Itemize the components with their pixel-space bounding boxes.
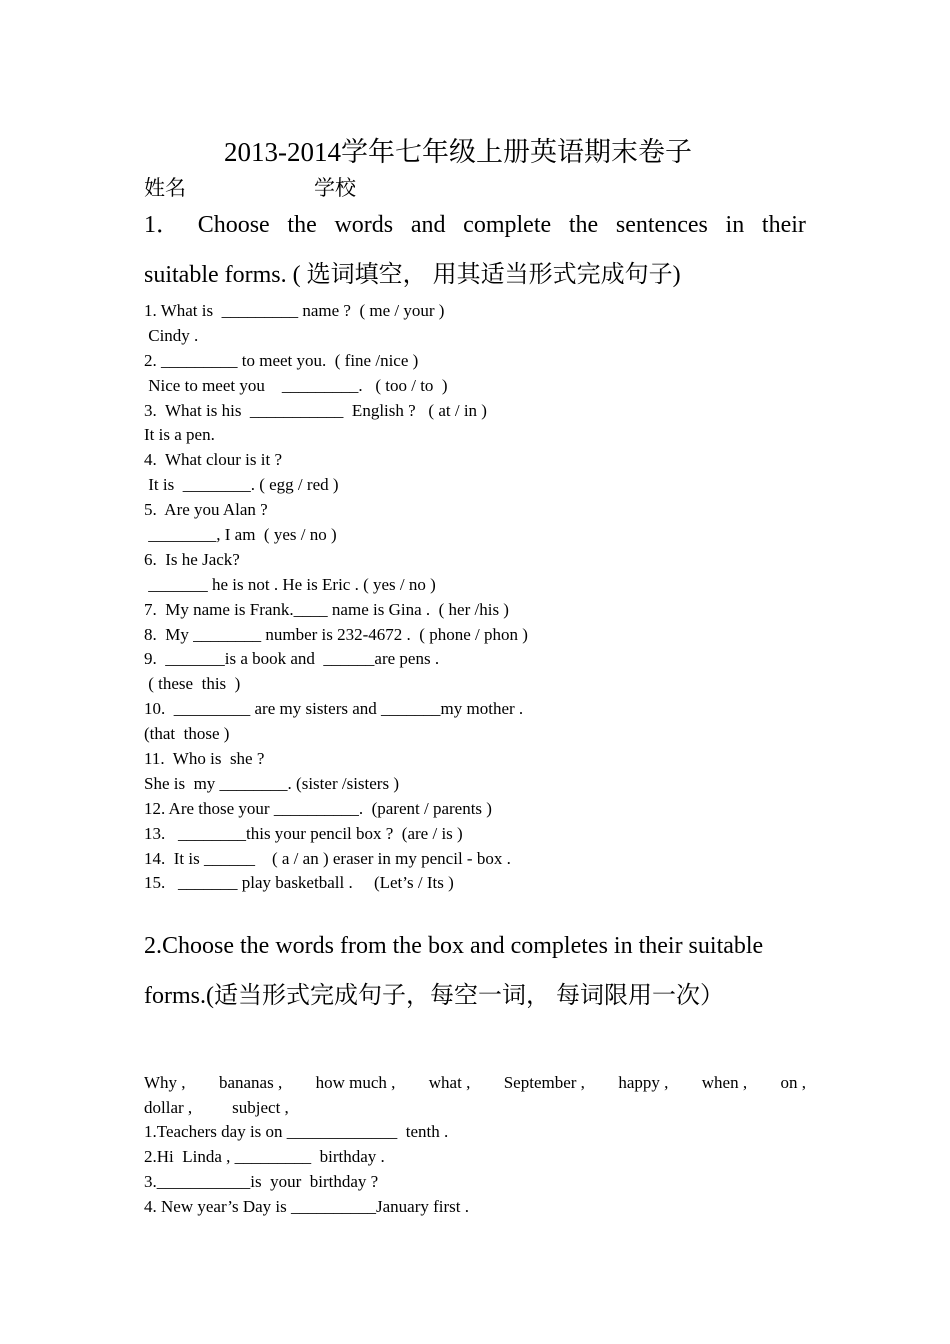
word-box-word: when , [701,1073,748,1092]
question-line: Nice to meet you _________. ( too / to ) [144,375,448,395]
word-box [144,1070,806,1120]
heading-word: words [334,212,394,238]
section1-heading-line2: suitable forms. ( 选词填空， 用其适当形式完成句子) [144,262,681,288]
school-label: 学校 [314,176,356,200]
question-line: It is ________. ( egg / red ) [144,475,339,495]
section1-heading [144,200,806,300]
question-line: 6. Is he Jack? [144,549,240,569]
heading-word: their [761,212,806,238]
section1-heading-line1 [144,200,806,250]
word-box-word: on , [780,1073,806,1092]
word-box-row2 [144,1095,806,1120]
section2-questions [144,1120,806,1220]
word-box-word: how much , [315,1073,396,1092]
question-line: 14. It is ______ ( a / an ) eraser in my pencil - box . [144,848,511,868]
question-line: 9. _______is a book and ______are pens . [144,649,440,669]
question-line: 5. Are you Alan ? [144,500,268,520]
student-info-row [144,172,356,202]
heading-word: in [725,212,745,238]
question-line: 4. What clour is it ? [144,450,283,470]
question-line: 8. My ________ number is 232-4672 . ( phone / phon ) [144,624,528,644]
heading-word: and [410,212,446,238]
question-line: 13. ________this your pencil box ? (are / is ) [144,823,463,843]
question-line: 7. My name is Frank.____ name is Gina . ( her /his ) [144,599,509,619]
heading-word: the [568,212,599,238]
question-line: It is a pen. [144,425,215,445]
question-line: ________, I am ( yes / no ) [144,525,337,545]
question-line: 2. _________ to meet you. ( fine /nice ) [144,350,419,370]
section1-questions [144,299,806,896]
question-line: 12. Are those your __________. (parent / parents ) [144,798,492,818]
question-line: She is my ________. (sister /sisters ) [144,773,399,793]
question-line: 11. Who is she ? [144,749,265,769]
question-line: 2.Hi Linda , _________ birthday . [144,1146,385,1166]
word-box-row1 [144,1070,806,1095]
question-line: ( these this ) [144,674,241,694]
word-box-word: September , [503,1073,585,1092]
heading-word: the [287,212,317,238]
question-line: _______ he is not . He is Eric . ( yes / no ) [144,574,436,594]
question-line: 10. _________ are my sisters and _______my mother . [144,699,524,719]
question-line: 3.___________is your birthday ? [144,1171,379,1191]
question-line: Cindy . [144,325,199,345]
heading-word: sentences [615,212,708,238]
name-label: 姓名 [144,176,186,200]
word-box-word: dollar , [144,1098,193,1117]
heading-word: 1． [144,212,180,238]
word-box-word: subject , [232,1098,289,1117]
heading-word: complete [463,212,552,238]
heading-word: Choose [197,212,270,238]
question-line: (that those ) [144,724,230,744]
word-box-word: bananas , [218,1073,283,1092]
page-title: 2013-2014学年七年级上册英语期末卷子 [224,137,692,167]
word-box-word: what , [428,1073,471,1092]
word-box-word: Why , [144,1073,186,1092]
question-line: 15. _______ play basketball . (Let’s / Its ) [144,873,454,893]
word-box-word: happy , [618,1073,669,1092]
section2-heading-line2: forms.(适当形式完成句子，每空一词， 每词限用一次） [144,983,724,1009]
question-line: 4. New year’s Day is __________January first . [144,1196,469,1216]
section2-heading [144,921,806,1021]
question-line: 1. What is _________ name ? ( me / your ) [144,301,445,320]
section2-heading-line1: 2.Choose the words from the box and completes in their suitable [144,933,764,959]
question-line: 3. What is his ___________ English ? ( at / in ) [144,400,487,420]
question-line: 1.Teachers day is on _____________ tenth . [144,1122,449,1141]
